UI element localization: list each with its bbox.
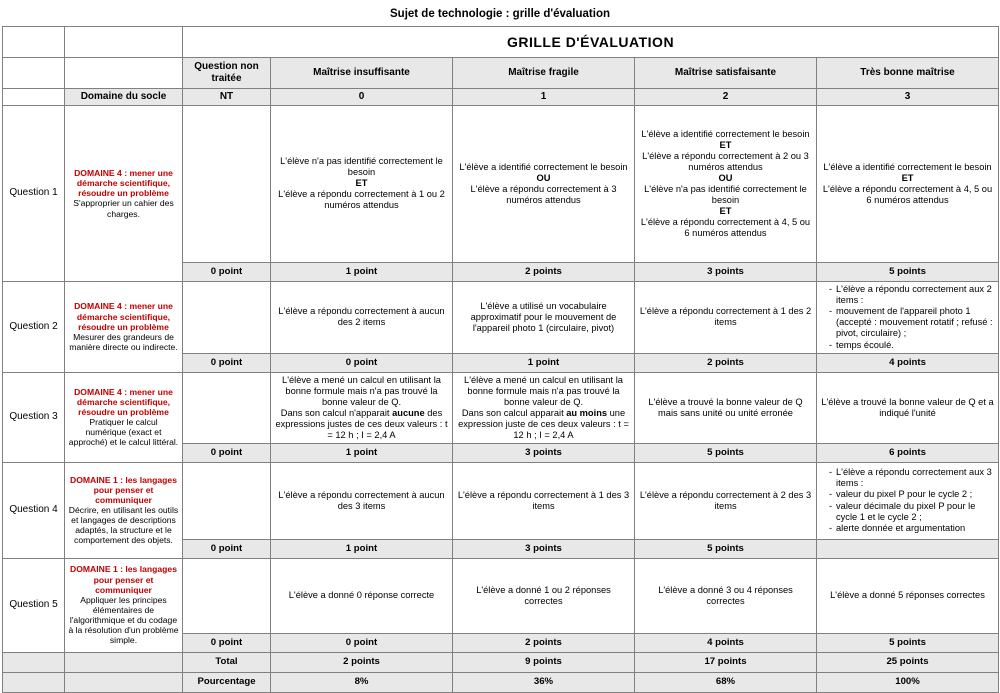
spacer-cell <box>3 58 65 89</box>
grid-band-title: GRILLE D'ÉVALUATION <box>183 27 999 58</box>
points-cell: 1 point <box>271 262 453 281</box>
total-value: 25 points <box>817 652 999 672</box>
total-value: 9 points <box>453 652 635 672</box>
total-value: 17 points <box>635 652 817 672</box>
table-header-row <box>3 58 999 89</box>
criteria-cell: L'élève a trouvé la bonne valeur de Q mais sans unité ou unité erronée <box>635 372 817 443</box>
percentage-value: 36% <box>453 672 635 692</box>
criteria-cell: L'élève n'a pas identifié correctement le besoin ET L'élève a répondu correctement à 1 ou 2 numéros attendus <box>271 105 453 262</box>
domain-cell: DOMAINE 4 : mener une démarche scientifique, résoudre un problème Mesurer des grandeurs de manière directe ou indirecte. <box>65 281 183 372</box>
domain-cell: DOMAINE 4 : mener une démarche scientifique, résoudre un problème Pratiquer le calcul numérique (exact et approché) et le calcul littéral. <box>65 372 183 462</box>
question-label: Question 2 <box>3 281 65 372</box>
criteria-cell: L'élève a utilisé un vocabulaire approximatif pour le mouvement de l'appareil photo 1 (circulaire, pivot) <box>453 281 635 353</box>
percentage-row <box>3 672 999 692</box>
spacer-cell <box>65 27 183 58</box>
total-row <box>3 652 999 672</box>
points-cell: 5 points <box>635 443 817 462</box>
points-cell: 0 point <box>183 262 271 281</box>
points-cell: 3 points <box>453 539 635 558</box>
points-cell: 2 points <box>453 633 635 652</box>
header-tres-bonne-maitrise: Très bonne maîtrise <box>817 58 999 89</box>
percentage-value: 68% <box>635 672 817 692</box>
total-value: 2 points <box>271 652 453 672</box>
points-cell: 2 points <box>453 262 635 281</box>
domain-cell: DOMAINE 1 : les langages pour penser et communiquer Appliquer les principes élémentaires de l'algorithmique et du codage à la résolution d'un problème simple. <box>65 558 183 652</box>
table-row <box>3 105 999 262</box>
criteria-cell: L'élève a donné 5 réponses correctes <box>817 558 999 633</box>
points-cell: 5 points <box>817 262 999 281</box>
table-header-band-row <box>3 27 999 58</box>
criteria-cell: L'élève a répondu correctement à 1 des 3 items <box>453 462 635 539</box>
table-row <box>3 462 999 539</box>
question-label: Question 5 <box>3 558 65 652</box>
points-cell: 1 point <box>271 443 453 462</box>
header-question-non-traitee: Question non traitée <box>183 58 271 89</box>
page-title: Sujet de technologie : grille d'évaluation <box>390 8 610 20</box>
nt-cell <box>183 372 271 443</box>
criteria-cell: L'élève a identifié correctement le besoin ET L'élève a répondu correctement à 2 ou 3 numéros attendus OU L'élève n'a pas identifié correctement le besoin ET L'élève a répondu correctement à 4, 5 ou 6 numéros attendus <box>635 105 817 262</box>
criteria-cell: L'élève a donné 3 ou 4 réponses correctes <box>635 558 817 633</box>
header-maitrise-fragile: Maîtrise fragile <box>453 58 635 89</box>
table-row <box>3 372 999 443</box>
question-label: Question 4 <box>3 462 65 558</box>
header-maitrise-satisfaisante: Maîtrise satisfaisante <box>635 58 817 89</box>
criteria-cell: L'élève a répondu correctement à 2 des 3 items <box>635 462 817 539</box>
criteria-cell: L'élève a identifié correctement le besoin ET L'élève a répondu correctement à 4, 5 ou 6 numéros attendus <box>817 105 999 262</box>
points-cell: 0 point <box>183 443 271 462</box>
spacer-cell <box>3 672 65 692</box>
criteria-cell: L'élève a répondu correctement à aucun des 2 items <box>271 281 453 353</box>
spacer-cell <box>3 89 65 106</box>
percentage-value: 100% <box>817 672 999 692</box>
criteria-cell: L'élève a répondu correctement à aucun des 3 items <box>271 462 453 539</box>
socle-value-1: 1 <box>453 89 635 106</box>
spacer-cell <box>65 672 183 692</box>
points-cell: 1 point <box>453 353 635 372</box>
criteria-cell: - L'élève a répondu correctement aux 3 items : - valeur du pixel P pour le cycle 2 ; - valeur décimale du pixel P pour le cycle 1 et le cycle 2 ; - alerte donnée et argumentation <box>817 462 999 539</box>
nt-cell <box>183 281 271 353</box>
percentage-value: 8% <box>271 672 453 692</box>
percentage-label: Pourcentage <box>183 672 271 692</box>
question-label: Question 3 <box>3 372 65 462</box>
criteria-cell: - L'élève a répondu correctement aux 2 items : - mouvement de l'appareil photo 1 (accepté : mouvement rotatif ; refusé : pivot, circulaire) ; - temps écoulé. <box>817 281 999 353</box>
nt-cell <box>183 105 271 262</box>
criteria-cell: L'élève a donné 1 ou 2 réponses correctes <box>453 558 635 633</box>
socle-nt: NT <box>183 89 271 106</box>
spacer-cell <box>65 58 183 89</box>
total-label: Total <box>183 652 271 672</box>
domain-cell: DOMAINE 4 : mener une démarche scientifique, résoudre un problème S'approprier un cahier des charges. <box>65 105 183 281</box>
points-cell: 5 points <box>635 539 817 558</box>
points-cell: 2 points <box>635 353 817 372</box>
points-cell: 6 points <box>817 443 999 462</box>
criteria-cell: L'élève a identifié correctement le besoin OU L'élève a répondu correctement à 3 numéros attendus <box>453 105 635 262</box>
points-cell: 1 point <box>271 539 453 558</box>
points-cell: 0 point <box>183 633 271 652</box>
spacer-cell <box>3 652 65 672</box>
socle-label: Domaine du socle <box>65 89 183 106</box>
criteria-cell: L'élève a donné 0 réponse correcte <box>271 558 453 633</box>
points-cell: 3 points <box>635 262 817 281</box>
criteria-cell: L'élève a mené un calcul en utilisant la bonne formule mais n'a pas trouvé la bonne valeur de Q. Dans son calcul apparait au moins une expression juste de ces deux valeurs : t = 12 h ; I = 2,4 A <box>453 372 635 443</box>
header-maitrise-insuffisante: Maîtrise insuffisante <box>271 58 453 89</box>
domain-cell: DOMAINE 1 : les langages pour penser et communiquer Décrire, en utilisant les outils et langages de descriptions adaptés, la structure et le comportement des objets. <box>65 462 183 558</box>
spacer-cell <box>3 27 65 58</box>
points-cell: 4 points <box>817 353 999 372</box>
points-cell <box>817 539 999 558</box>
socle-value-3: 3 <box>817 89 999 106</box>
question-label: Question 1 <box>3 105 65 281</box>
socle-value-2: 2 <box>635 89 817 106</box>
evaluation-table <box>2 26 999 693</box>
criteria-cell: L'élève a trouvé la bonne valeur de Q et a indiqué l'unité <box>817 372 999 443</box>
points-cell: 3 points <box>453 443 635 462</box>
points-cell: 0 point <box>183 539 271 558</box>
criteria-cell: L'élève a répondu correctement à 1 des 2 items <box>635 281 817 353</box>
points-cell: 4 points <box>635 633 817 652</box>
points-cell: 0 point <box>183 353 271 372</box>
nt-cell <box>183 558 271 633</box>
criteria-cell: L'élève a mené un calcul en utilisant la bonne formule mais n'a pas trouvé la bonne valeur de Q. Dans son calcul n'apparait aucune des expressions justes de ces deux valeurs : t = 12 h ; I = 2,4 A <box>271 372 453 443</box>
nt-cell <box>183 462 271 539</box>
points-cell: 0 point <box>271 353 453 372</box>
socle-row <box>3 89 999 106</box>
points-cell: 0 point <box>271 633 453 652</box>
spacer-cell <box>65 652 183 672</box>
table-row <box>3 281 999 353</box>
socle-value-0: 0 <box>271 89 453 106</box>
table-row <box>3 558 999 633</box>
points-cell: 5 points <box>817 633 999 652</box>
